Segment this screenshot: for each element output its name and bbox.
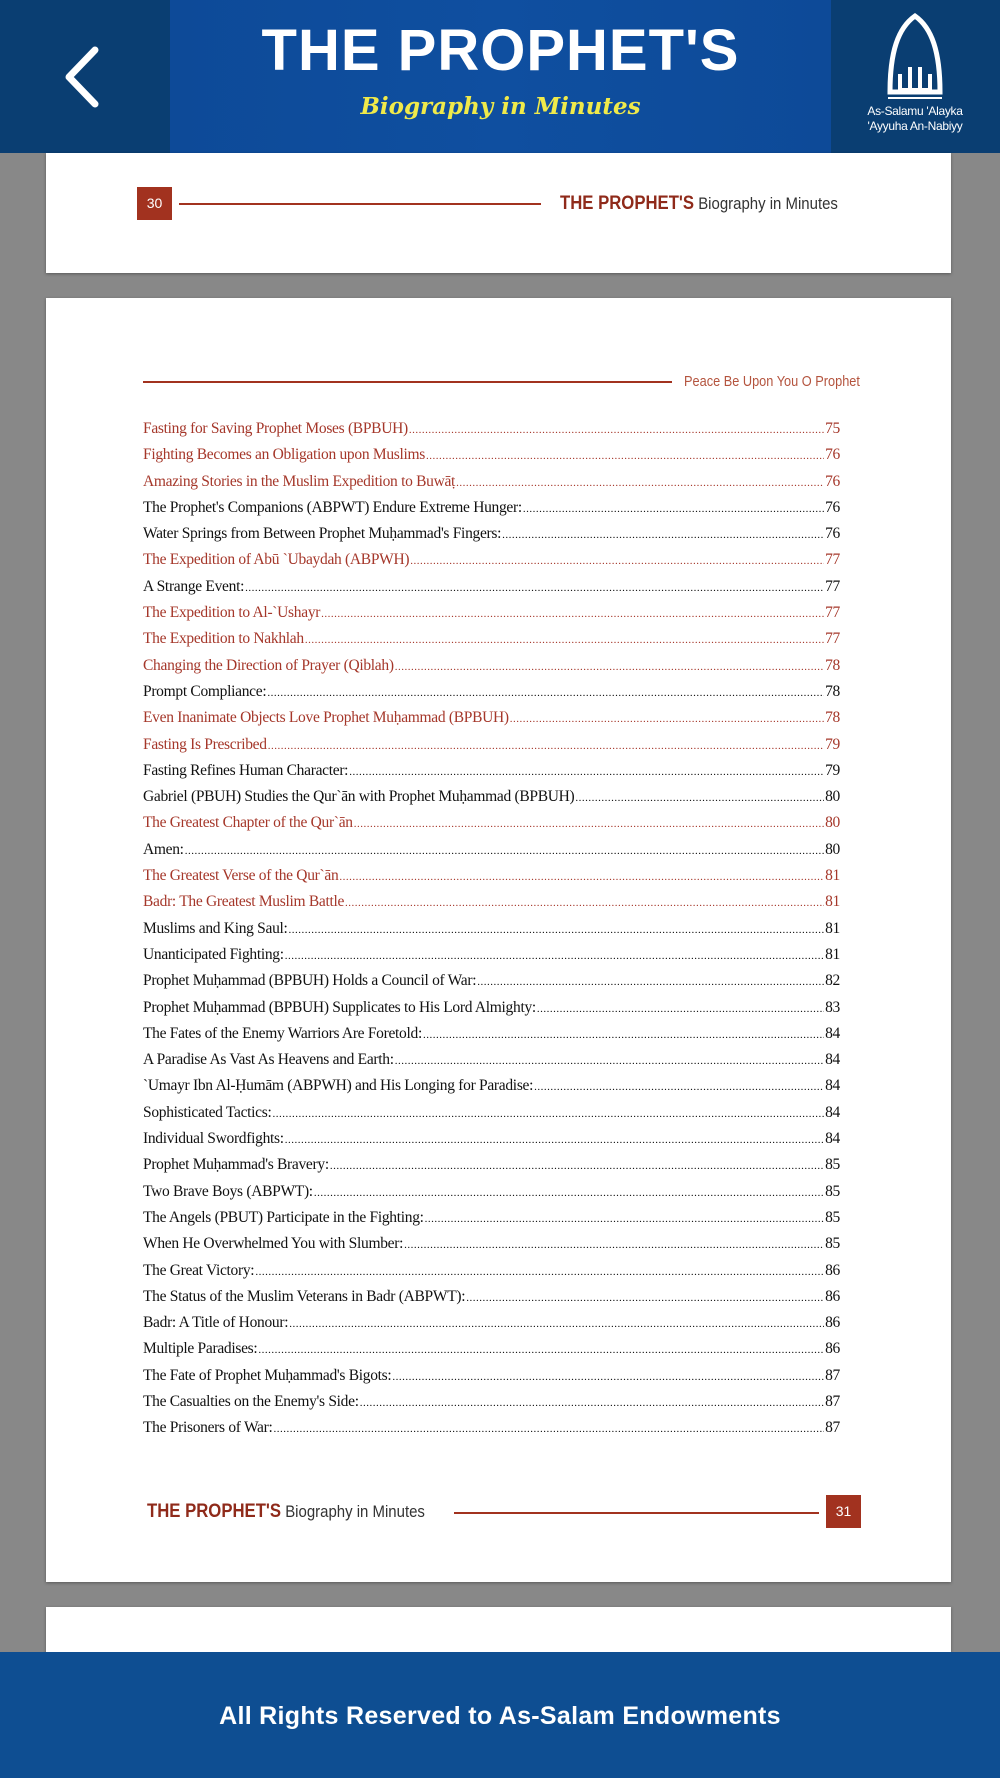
toc-entry-title: Unanticipated Fighting: — [143, 945, 284, 963]
toc-entry[interactable] — [143, 1262, 840, 1288]
dot-leader — [258, 1344, 824, 1356]
dot-leader — [502, 529, 824, 541]
dot-leader — [510, 713, 824, 725]
toc-entry-title: `Umayr Ibn Al-Ḥumām (ABPWH) and His Longing for Paradise: — [143, 1077, 534, 1095]
toc-entry[interactable] — [143, 736, 840, 762]
toc-entry[interactable] — [143, 841, 840, 867]
running-footer-title: THE PROPHET'S Biography in Minutes — [147, 1501, 425, 1522]
toc-entry-title: Amen: — [143, 840, 184, 858]
divider — [179, 203, 541, 205]
toc-entry[interactable] — [143, 893, 840, 919]
toc-entry[interactable] — [143, 1051, 840, 1077]
chevron-left-icon — [55, 42, 115, 112]
toc-entry-title: Sophisticated Tactics: — [143, 1103, 272, 1121]
mosque-arch-icon — [840, 12, 990, 102]
toc-entry[interactable] — [143, 999, 840, 1025]
toc-entry[interactable] — [143, 525, 840, 551]
current-page — [46, 298, 951, 1582]
divider — [143, 381, 672, 383]
toc-entry-title: Fasting Refines Human Character: — [143, 761, 349, 779]
toc-entry-page: 87 — [825, 1366, 840, 1384]
toc-entry[interactable] — [143, 1130, 840, 1156]
toc-entry-title: The Great Victory: — [143, 1261, 255, 1279]
toc-entry[interactable] — [143, 1393, 840, 1419]
toc-entry-title: The Expedition to Al-`Ushayr — [143, 604, 321, 622]
toc-entry-page: 86 — [825, 1261, 840, 1279]
toc-entry-title: The Expedition of Abū `Ubaydah (ABPWH) — [143, 551, 410, 569]
toc-entry-title: Gabriel (PBUH) Studies the Qur`ān with Prophet Muḥammad (BPBUH) — [143, 788, 575, 806]
toc-entry[interactable] — [143, 972, 840, 998]
dot-leader — [456, 477, 824, 489]
dot-leader — [523, 503, 824, 515]
toc-entry-page: 82 — [825, 972, 840, 990]
dot-leader — [425, 1213, 824, 1225]
toc-entry-page: 84 — [825, 1130, 840, 1148]
toc-entry-page: 78 — [825, 656, 840, 674]
toc-entry-page: 85 — [825, 1182, 840, 1200]
dot-leader — [185, 845, 824, 857]
toc-entry-page: 86 — [825, 1314, 840, 1332]
toc-entry-title: A Paradise As Vast As Heavens and Earth: — [143, 1051, 394, 1069]
toc-entry[interactable] — [143, 920, 840, 946]
logo — [840, 12, 990, 147]
dot-leader — [395, 1055, 824, 1067]
toc-entry-title: A Strange Event: — [143, 577, 245, 595]
toc-entry-title: The Prisoners of War: — [143, 1419, 273, 1437]
toc-entry[interactable] — [143, 499, 840, 525]
previous-page — [46, 153, 951, 273]
page-number: 30 — [137, 187, 172, 220]
dot-leader — [426, 450, 824, 462]
toc-entry[interactable] — [143, 1183, 840, 1209]
dot-leader — [575, 792, 824, 804]
toc-entry-title: The Fates of the Enemy Warriors Are Foretold: — [143, 1024, 422, 1042]
toc-entry-title: The Fate of Prophet Muḥammad's Bigots: — [143, 1366, 392, 1384]
toc-entry-title: The Expedition to Nakhlah — [143, 630, 304, 648]
table-of-contents — [143, 420, 840, 1446]
dot-leader — [330, 1160, 824, 1172]
dot-leader — [245, 582, 824, 594]
toc-entry[interactable] — [143, 1419, 840, 1445]
toc-entry-title: Changing the Direction of Prayer (Qiblah) — [143, 656, 394, 674]
toc-entry-page: 84 — [825, 1024, 840, 1042]
toc-entry-title: Prophet Muḥammad (BPBUH) Supplicates to His Lord Almighty: — [143, 998, 536, 1016]
toc-entry[interactable] — [143, 814, 840, 840]
toc-entry[interactable] — [143, 1367, 840, 1393]
toc-entry-page: 84 — [825, 1077, 840, 1095]
page-number: 31 — [826, 1495, 861, 1528]
toc-entry[interactable] — [143, 578, 840, 604]
toc-entry-title: Even Inanimate Objects Love Prophet Muḥammad (BPBUH) — [143, 709, 509, 727]
toc-entry[interactable] — [143, 683, 840, 709]
toc-entry[interactable] — [143, 867, 840, 893]
toc-entry-page: 85 — [825, 1156, 840, 1174]
toc-entry-page: 77 — [825, 630, 840, 648]
toc-entry-page: 84 — [825, 1103, 840, 1121]
toc-entry-page: 76 — [825, 472, 840, 490]
toc-entry[interactable] — [143, 1235, 840, 1261]
divider — [454, 1512, 819, 1514]
toc-entry-page: 83 — [825, 998, 840, 1016]
toc-entry[interactable] — [143, 630, 840, 656]
toc-entry-title: The Status of the Muslim Veterans in Badr (ABPWT): — [143, 1287, 466, 1305]
toc-entry-page: 86 — [825, 1287, 840, 1305]
toc-entry[interactable] — [143, 473, 840, 499]
dot-leader — [321, 608, 824, 620]
toc-entry[interactable] — [143, 1314, 840, 1340]
toc-entry-title: The Greatest Verse of the Qur`ān — [143, 867, 339, 885]
toc-entry[interactable] — [143, 762, 840, 788]
logo-line-2: 'Ayyuha An-Nabiyy — [867, 119, 963, 133]
toc-entry-title: The Casualties on the Enemy's Side: — [143, 1392, 359, 1410]
toc-entry-title: When He Overwhelmed You with Slumber: — [143, 1235, 404, 1253]
toc-entry[interactable] — [143, 788, 840, 814]
dot-leader — [395, 661, 824, 673]
dot-leader — [339, 871, 824, 883]
toc-entry-title: Water Springs from Between Prophet Muḥammad's Fingers: — [143, 525, 502, 543]
toc-entry-page: 86 — [825, 1340, 840, 1358]
dot-leader — [345, 897, 824, 909]
toc-entry-page: 77 — [825, 551, 840, 569]
toc-entry[interactable] — [143, 1077, 840, 1103]
toc-entry[interactable] — [143, 1209, 840, 1235]
toc-entry[interactable] — [143, 1104, 840, 1130]
toc-entry[interactable] — [143, 1340, 840, 1366]
toc-entry-title: Badr: A Title of Honour: — [143, 1314, 289, 1332]
toc-entry-title: Fasting for Saving Prophet Moses (BPBUH) — [143, 420, 408, 437]
copyright-text: All Rights Reserved to As-Salam Endowments — [219, 1702, 781, 1730]
toc-entry-page: 81 — [825, 867, 840, 885]
toc-entry-title: The Angels (PBUT) Participate in the Fighting: — [143, 1208, 424, 1226]
dot-leader — [404, 1239, 824, 1251]
dot-leader — [285, 950, 824, 962]
toc-entry-title: Individual Swordfights: — [143, 1130, 284, 1148]
dot-leader — [285, 1134, 824, 1146]
running-header: Peace Be Upon You O Prophet — [684, 374, 860, 390]
toc-entry[interactable] — [143, 946, 840, 972]
dot-leader — [255, 1266, 824, 1278]
dot-leader — [534, 1081, 824, 1093]
toc-entry-title: Fighting Becomes an Obligation upon Muslims — [143, 446, 426, 464]
toc-entry-page: 80 — [825, 840, 840, 858]
toc-entry-page: 79 — [825, 735, 840, 753]
app-title: THE PROPHET'S — [261, 18, 740, 83]
toc-entry[interactable] — [143, 709, 840, 735]
dot-leader — [273, 1423, 824, 1435]
toc-entry[interactable] — [143, 1156, 840, 1182]
toc-entry-page: 78 — [825, 682, 840, 700]
toc-entry-title: Fasting Is Prescribed — [143, 735, 267, 753]
running-title: THE PROPHET'S Biography in Minutes — [560, 193, 838, 214]
dot-leader — [305, 634, 824, 646]
toc-entry-page: 78 — [825, 709, 840, 727]
dot-leader — [349, 766, 824, 778]
dot-leader — [268, 740, 824, 752]
toc-entry-page: 79 — [825, 761, 840, 779]
toc-entry[interactable] — [143, 446, 840, 472]
dot-leader — [537, 1003, 824, 1015]
dot-leader — [466, 1292, 824, 1304]
toc-entry-page: 84 — [825, 1051, 840, 1069]
dot-leader — [273, 1108, 825, 1120]
dot-leader — [267, 687, 824, 699]
toc-entry-title: Multiple Paradises: — [143, 1340, 258, 1358]
toc-entry-page: 76 — [825, 446, 840, 464]
dot-leader — [477, 976, 824, 988]
toc-entry-page: 75 — [825, 420, 840, 437]
toc-entry-title: Muslims and King Saul: — [143, 919, 288, 937]
toc-entry[interactable] — [143, 420, 840, 446]
toc-entry-page: 77 — [825, 577, 840, 595]
toc-entry-title: Amazing Stories in the Muslim Expedition to Buwāṭ — [143, 472, 456, 490]
toc-entry[interactable] — [143, 657, 840, 683]
toc-entry-title: Two Brave Boys (ABPWT): — [143, 1182, 313, 1200]
toc-entry-title: Badr: The Greatest Muslim Battle — [143, 893, 345, 911]
app-subtitle: Biography in Minutes — [360, 93, 641, 120]
dot-leader — [289, 924, 825, 936]
footer-banner — [0, 1652, 1000, 1778]
toc-entry-page: 76 — [825, 525, 840, 543]
toc-entry-title: Prompt Compliance: — [143, 682, 267, 700]
toc-entry-title: Prophet Muḥammad's Bravery: — [143, 1156, 329, 1174]
toc-entry-title: The Prophet's Companions (ABPWT) Endure Extreme Hunger: — [143, 498, 522, 516]
dot-leader — [392, 1371, 824, 1383]
toc-entry-title: The Greatest Chapter of the Qur`ān — [143, 814, 353, 832]
dot-leader — [354, 818, 824, 830]
toc-entry-page: 77 — [825, 604, 840, 622]
toc-entry[interactable] — [143, 1025, 840, 1051]
toc-entry-page: 80 — [825, 814, 840, 832]
toc-entry-page: 81 — [825, 945, 840, 963]
dot-leader — [409, 424, 824, 436]
app-header — [0, 0, 1000, 153]
toc-entry-page: 81 — [825, 919, 840, 937]
logo-line-1: As-Salamu 'Alayka — [867, 104, 963, 118]
dot-leader — [410, 555, 824, 567]
toc-entry-page: 87 — [825, 1419, 840, 1437]
toc-entry-page: 87 — [825, 1392, 840, 1410]
toc-entry-page: 85 — [825, 1235, 840, 1253]
toc-entry-page: 81 — [825, 893, 840, 911]
dot-leader — [289, 1318, 824, 1330]
toc-entry-title: Prophet Muḥammad (BPBUH) Holds a Council of War: — [143, 972, 477, 990]
toc-entry-page: 85 — [825, 1208, 840, 1226]
dot-leader — [423, 1029, 824, 1041]
toc-entry-page: 80 — [825, 788, 840, 806]
toc-entry-page: 76 — [825, 498, 840, 516]
toc-entry[interactable] — [143, 1288, 840, 1314]
dot-leader — [360, 1397, 824, 1409]
back-button[interactable] — [55, 42, 115, 112]
toc-entry[interactable] — [143, 604, 840, 630]
dot-leader — [314, 1187, 824, 1199]
toc-entry[interactable] — [143, 551, 840, 577]
